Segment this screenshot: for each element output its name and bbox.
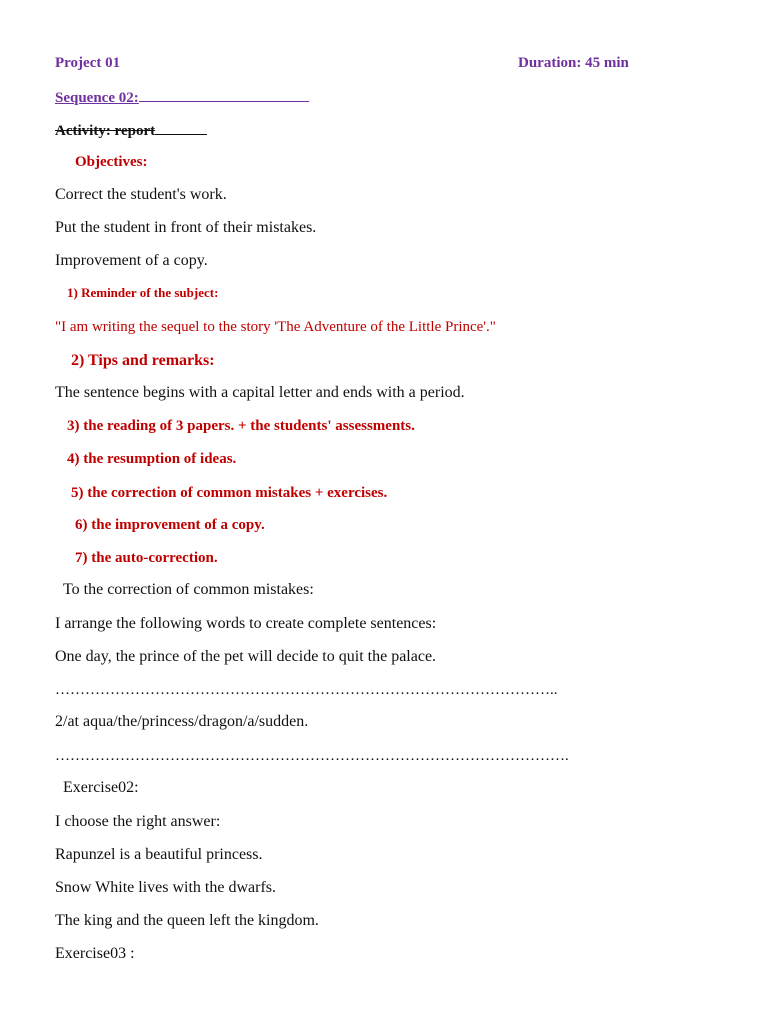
exercise02-title: Exercise02: [63,779,139,796]
tips-title: 2) Tips and remarks: [71,352,215,369]
correction-instruction: I arrange the following words to create complete sentences: [55,615,437,632]
sequence-label [55,87,309,108]
answer-dots-2: …………………………………………………………………………………………. [55,748,569,764]
activity-label [55,120,207,141]
reminder-quote: "I am writing the sequel to the story 'The Adventure of the Little Prince'." [55,319,496,335]
exercise02-item: The king and the queen left the kingdom. [55,912,319,929]
answer-dots-1: ……………………………………………………………………………………….. [55,682,558,698]
exercise03-title: Exercise03 : [55,945,135,962]
duration-label: Duration: 45 min [518,55,629,71]
objective-item: Correct the student's work. [55,186,227,203]
activity-blank [155,120,207,135]
exercise02-item: Snow White lives with the dwarfs. [55,879,277,896]
sequence-text: Sequence 02: [55,90,139,106]
objective-item: Improvement of a copy. [55,252,208,269]
step-item: 7) the auto-correction. [75,550,218,566]
exercise02-instruction: I choose the right answer: [55,813,221,830]
tips-text: The sentence begins with a capital letter and ends with a period. [55,384,465,401]
step-item: 4) the resumption of ideas. [67,451,237,467]
correction-intro: To the correction of common mistakes: [63,581,314,598]
sequence-blank [139,87,309,102]
step-item: 6) the improvement of a copy. [75,517,265,533]
step-item: 3) the reading of 3 papers. + the students' assessments. [67,418,415,434]
exercise02-item: Rapunzel is a beautiful princess. [55,846,263,863]
correction-sentence-1: One day, the prince of the pet will decide to quit the palace. [55,648,437,665]
activity-text: Activity: report [55,123,156,139]
correction-sentence-2: 2/at aqua/the/princess/dragon/a/sudden. [55,713,309,730]
project-label: Project 01 [55,55,121,71]
reminder-title: 1) Reminder of the subject: [67,285,219,300]
objectives-title: Objectives: [75,154,148,170]
objective-item: Put the student in front of their mistakes. [55,219,317,236]
step-item: 5) the correction of common mistakes + exercises. [71,485,388,501]
